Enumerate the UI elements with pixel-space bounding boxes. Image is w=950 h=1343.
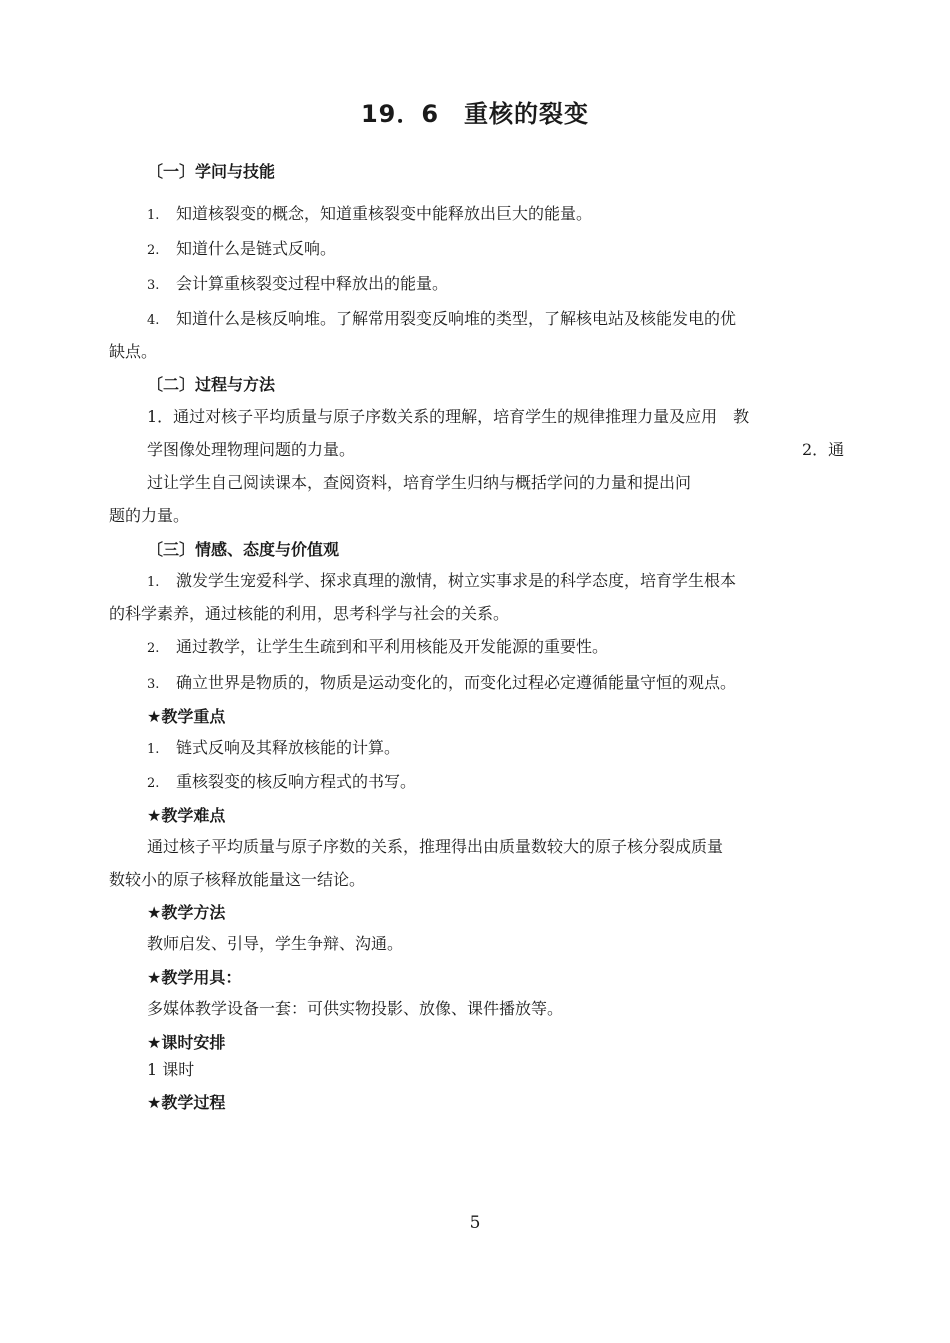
item-number: 1.	[147, 208, 160, 223]
list-item	[147, 274, 448, 296]
paragraph-line: 多媒体教学设备一套：可供实物投影、放像、课件播放等。	[147, 999, 564, 1018]
item-text: 会计算重核裂变过程中释放出的能量。	[176, 274, 449, 293]
item-text: 知道什么是核反响堆。了解常用裂变反响堆的类型，了解核电站及核能发电的优	[176, 309, 737, 328]
paragraph-line: 题的力量。	[109, 506, 190, 525]
item-number: 2.	[147, 243, 160, 258]
heading-tools: ★教学用具：	[147, 968, 242, 987]
item-text: 确立世界是物质的，物质是运动变化的，而变化过程必定遵循能量守恒的观点。	[176, 673, 737, 692]
list-item	[147, 637, 608, 659]
heading-schedule: ★课时安排	[147, 1033, 226, 1052]
item-text: 重核裂变的核反响方程式的书写。	[176, 772, 417, 791]
heading-key-points: ★教学重点	[147, 707, 226, 726]
item-number: 3.	[147, 278, 160, 293]
item-number: 1.	[147, 742, 160, 757]
heading-process-steps: ★教学过程	[147, 1093, 226, 1112]
paragraph-line: 数较小的原子核释放能量这一结论。	[109, 870, 366, 889]
paragraph-line: 2．通	[802, 440, 845, 459]
paragraph-line: 教师启发、引导，学生争辩、沟通。	[147, 934, 404, 953]
list-item	[147, 571, 736, 593]
item-text: 链式反响及其释放核能的计算。	[176, 738, 401, 757]
list-item	[147, 309, 736, 331]
heading-difficulties: ★教学难点	[147, 806, 226, 825]
list-item	[147, 204, 592, 226]
item-continuation: 的科学素养，通过核能的利用，思考科学与社会的关系。	[109, 604, 510, 623]
section-heading-knowledge: 〔一〕学问与技能	[147, 162, 276, 181]
page-title: 19．6 重核的裂变	[360, 100, 590, 128]
paragraph-line: 学图像处理物理问题的力量。	[147, 440, 356, 459]
list-item	[147, 239, 336, 261]
paragraph-line: 1．通过对核子平均质量与原子序数关系的理解，培育学生的规律推理力量及应用 教	[147, 407, 750, 426]
item-number: 1.	[147, 575, 160, 590]
paragraph-line: 通过核子平均质量与原子序数的关系，推理得出由质量数较大的原子核分裂成质量	[147, 837, 724, 856]
section-heading-process: 〔二〕过程与方法	[147, 375, 276, 394]
item-text: 知道什么是链式反响。	[176, 239, 337, 258]
item-number: 2.	[147, 641, 160, 656]
page-number: 5	[469, 1213, 481, 1233]
item-text: 激发学生宠爱科学、探求真理的激情，树立实事求是的科学态度，培育学生根本	[176, 571, 737, 590]
item-number: 2.	[147, 776, 160, 791]
list-item	[147, 673, 736, 695]
list-item	[147, 738, 400, 760]
list-item	[147, 772, 416, 794]
paragraph-line: 过让学生自己阅读课本，查阅资料，培育学生归纳与概括学问的力量和提出问	[147, 473, 692, 492]
item-continuation: 缺点。	[109, 342, 158, 361]
item-text: 通过教学，让学生生疏到和平利用核能及开发能源的重要性。	[176, 637, 609, 656]
item-number: 4.	[147, 313, 160, 328]
heading-methods: ★教学方法	[147, 903, 226, 922]
section-heading-values: 〔三〕情感、态度与价值观	[147, 540, 340, 559]
item-text: 知道核裂变的概念，知道重核裂变中能释放出巨大的能量。	[176, 204, 593, 223]
paragraph-line: 1 课时	[147, 1060, 195, 1079]
item-number: 3.	[147, 677, 160, 692]
